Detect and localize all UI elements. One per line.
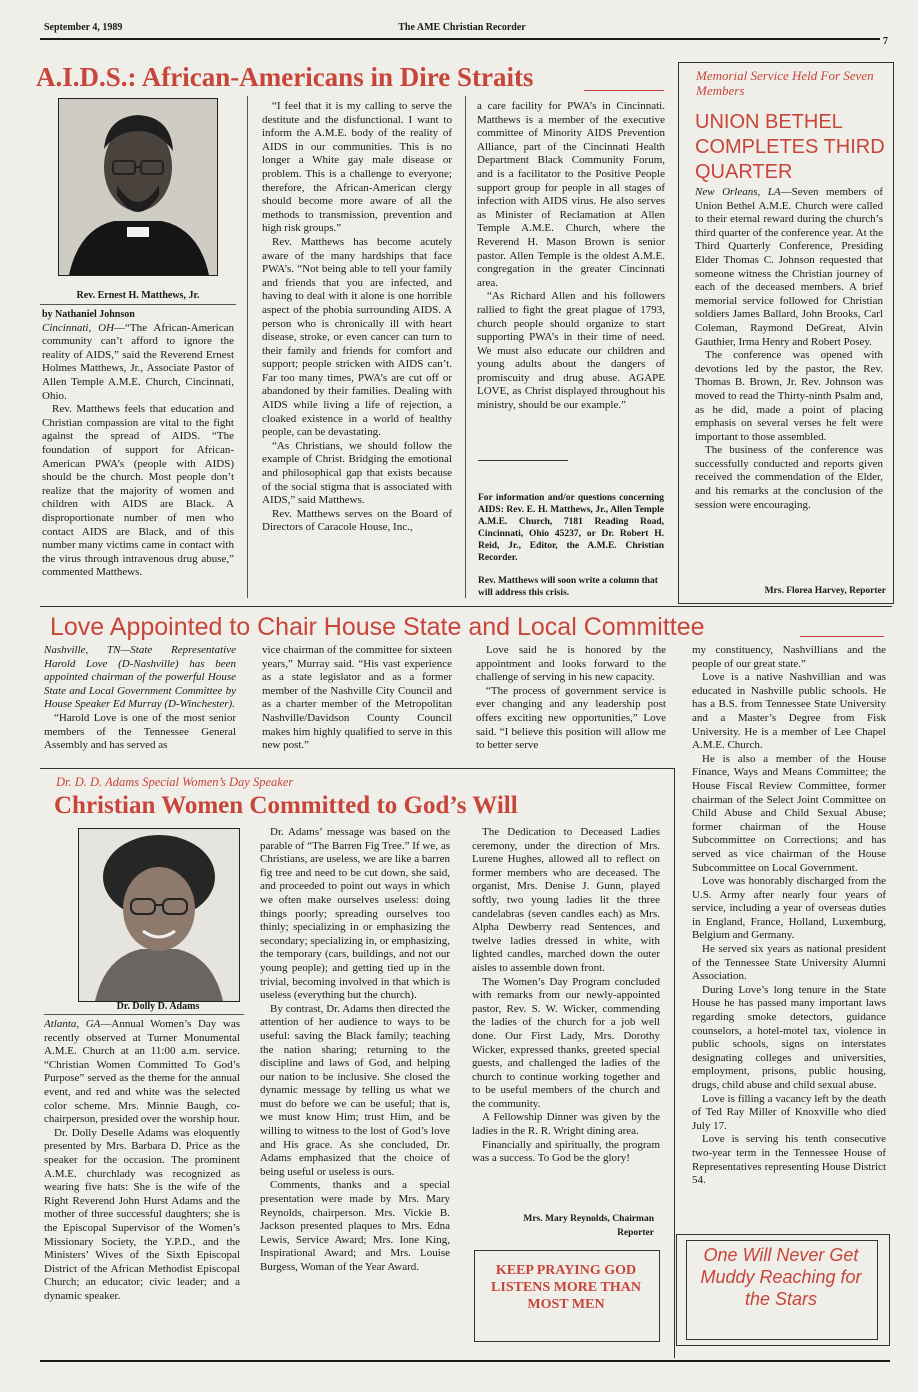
union-bethel-kicker: Memorial Service Held For Seven Members (696, 68, 874, 98)
love-column-4 (692, 644, 886, 1230)
aids-column-2 (262, 100, 452, 600)
womens-day-top-rule (40, 768, 674, 769)
aids-info-block: For information and/or questions concerning AIDS: Rev. E. H. Matthews, Jr., Allen Temple A.M.E. Church, 7181 Reading Road, Cincinnati, Ohio 45237, or Dr. Robert H. Reid, Jr., Editor, the A.M.E. Christian Recorder. (478, 493, 664, 563)
aids-paragraph: a care facility for PWA’s in Cincinnati. Matthews is a member of the executive committee of Minority AIDS Prevention Alliance, part of the Cincinnati Health Department Black Community Forum, and is a facilitator to the Positive People support group for people in all stages of infection with AIDS virus. He also serves as Minister of Reclamation at Allen Temple A.M.E. Church, where the Reverend H. Mason Brown is senior pastor. Allen Temple is the oldest A.M.E. congregation in the greater Cincinnati area. (477, 100, 665, 289)
aids-dateline: Cincinnati, OH (42, 321, 115, 334)
womens-day-paragraph: A Fellowship Dinner was given by the ladies in the R. R. Wright dining area. (472, 1111, 660, 1138)
union-bethel-dateline: New Orleans, LA (695, 186, 781, 198)
section-rule (40, 606, 892, 607)
love-column-3 (476, 644, 666, 762)
caption-rule (40, 304, 236, 305)
photo-caption-adams: Dr. Dolly D. Adams (116, 1001, 200, 1012)
aids-paragraph: “I feel that it is my calling to serve the destitute and the disfunctional. I want to inform the A.M.E. body of the reality of AIDS in our communities. This is no longer a White gay male disease or problem. This is a challenge to everyone; therefore, the African-American clergy should become more aware of all the methods to transmission, prevention and high risk groups.” (262, 100, 452, 235)
womens-day-kicker: Dr. D. D. Adams Special Women’s Day Speaker (56, 775, 294, 789)
union-bethel-lead: New Orleans, LA—Seven members of Union Bethel A.M.E. Church were called to their eternal reward during the church’s third quarter of the conference year. At the Third Quarterly Conference, Presiding Elder Thomas C. Johnson requested that someone witness the Christian journey of each of the deceased members. A brief memorial service followed for Christian soldiers James Ballard, John Brooks, Carl Coleman, Raymond DeGreat, Alvin Gauthier, Irma Henry and Robert Posey. (695, 186, 883, 348)
love-column-1 (44, 644, 236, 762)
love-headline-rule (800, 636, 884, 637)
aids-paragraph: Rev. Matthews feels that education and Christian compassion are vital to the fight against the spread of AIDS. “The foundation of support for African-American PWA’s (people with AIDS) should be the church. Most people don’t realize that the majority of women and children with AIDS are Black. A disproportionate number of men who contact AIDS are Black, and of this number many victims came in contact with the virus through intravenous drug abuse,” commented Matthews. (42, 403, 234, 579)
love-paragraph: Love is serving his tenth consecutive two-year term in the Tennessee House of Representatives representing House District 54. (692, 1133, 886, 1187)
love-paragraph: “The process of government service is ever changing and any leadership post offers exciting new opportunities,” Love said. “I believe this position will allow me to better serve (476, 684, 666, 752)
love-paragraph: my constituency, Nashvillians and the people of our great state.” (692, 644, 886, 670)
womens-day-paragraph: Dr. Adams’ message was based on the parable of “The Barren Fig Tree.” If we, as Christians, are useless, we are like a barren fig tree and need to be cut down, she said, and proceeded to point out ways in which we often make ourselves useless: doing things poorly; spreading ourselves too thinly; specializing in or emphasizing the secondary; specializing in, or emphasizing, the temporary (cars, buildings, and not our young people); and getting tied up in the trivial, becoming involved in that which is useless (everything but the church). (260, 826, 450, 1002)
page-number: 7 (883, 36, 888, 47)
masthead-rule (40, 38, 880, 40)
union-bethel-headline: UNION BETHEL COMPLETES THIRD QUARTER (695, 111, 885, 183)
love-dateline: Nashville, TN (44, 644, 121, 656)
aids-lead-paragraph: Cincinnati, OH—“The African-American community can’t afford to ignore the reality of AIDS,” said the Reverend Ernest Holmes Matthews, Jr., Associate Pastor of Allen Temple A.M.E. Church, Cincinnati, Ohio. (42, 321, 234, 402)
womens-day-column-2 (260, 826, 450, 1352)
love-paragraph: During Love’s long tenure in the State House he has passed many important laws regarding smoke detectors, guidance counselors, a hotel-motel tax, violence in public schools, signs on interstates designating colleges and universities, employment, prisons, public housing, drugs, child abuse and child sexual abuse. (692, 983, 886, 1091)
love-paragraph: He is also a member of the House Finance, Ways and Means Committee; the House Fiscal Review Committee, former chairman of the Select Joint Committee on Child Abuse and Child Sexual Abuse; former chairman of the House Subcommittee on Corrections; and has served as vice chairman of the House Subcommittee on Local Government. (692, 752, 886, 874)
womens-day-signature-title: Reporter (617, 1228, 654, 1238)
aids-paragraph: Rev. Matthews serves on the Board of Directors of Caracole House, Inc., (262, 507, 452, 534)
union-bethel-signature: Mrs. Florea Harvey, Reporter (764, 586, 886, 596)
love-lead: Nashville, TN—State Representative Harold Love (D-Nashville) has been appointed chairman of the powerful House State and Local Government Committee by House Speaker Ed Murray (D-Winchester). (44, 644, 236, 711)
aids-end-rule (478, 460, 568, 461)
womens-day-headline: Christian Women Committed to God’s Will (54, 792, 518, 819)
muddy-text: One Will Never Get Muddy Reaching for the Stars (700, 1245, 862, 1309)
union-bethel-body (695, 186, 883, 572)
masthead (44, 22, 888, 47)
womens-day-paragraph: By contrast, Dr. Adams then directed the attention of her audience to ways to be useful: saving the Black family; teaching the nation sharing; returning to the discipline and laws of God, and helping our nation to be inclusive. She closed the dynamic message by telling us what we must do before we can be useful; that is, we must know Him; trust Him, and be willing to witness to the lost of God’s love and His grace. As she concluded, Dr. Adams emphasized that the choice of being useful or useless is ours. (260, 1002, 450, 1178)
love-paragraph: Love is a native Nashvillian and was educated in Nashville public schools. He has a B.S. from Tennessee State University and a Master’s Degree from Fisk University. He is a member of Lee Chapel A.M.E. Church. (692, 671, 886, 752)
womens-day-paragraph: The Dedication to Deceased Ladies ceremony, under the direction of Mrs. Lurene Hughes, allowed all to reflect on former members who are deceased. The organist, Mrs. Denise J. Gunn, played softly, two young ladies lit the three candelabras (seven candles each) as Mrs. Alpha Dewberry read Sentences, and twelve ladies dressed in white, with lighted candles, marched down the outer aisles to assemble down front. (472, 826, 660, 974)
love-paragraph: Love is filling a vacancy left by the death of Ted Ray Miller of Knoxville who died July 17. (692, 1092, 886, 1132)
column-divider (465, 96, 466, 598)
womens-day-column-1 (44, 1018, 240, 1352)
womens-day-paragraph: Financially and spiritually, the program was a success. To God be the glory! (472, 1138, 660, 1165)
caption-rule (44, 1014, 244, 1015)
love-column-2 (262, 644, 452, 762)
love-paragraph: Love was honorably discharged from the U.S. Army after nearly four years of service, including a year of overseas duties in England, France, Holland, Luxemburg, Belgium and Germany. (692, 875, 886, 942)
love-paragraph: Love said he is honored by the appointment and looks forward to the challenge of serving in his new capacity. (476, 644, 666, 684)
masthead-paper-name: The AME Christian Recorder (398, 22, 526, 33)
womens-day-dateline: Atlanta, GA (44, 1018, 101, 1030)
aids-column-1 (42, 308, 234, 600)
aids-paragraph: Rev. Matthews has become acutely aware of the many hardships that face PWA’s. “Not being able to tell your family and friends that you are infected, and having to deal with it alone is one horrible aspect of the phobia surrounding AIDS. A person who is chronically ill with heart disease, stroke, or even cancer can turn to their family and friends for comfort and support; people stricken with AIDS can’t. Far too many times, PWA’s are cut off or abandoned by their families. Dealing with AIDS while living a life of rejection, a cloaked existence in a world of healthy people, can be devastating. (262, 235, 452, 439)
womens-day-lead: Atlanta, GA—Annual Women’s Day was recently observed at Turner Monumental A.M.E. Church at an 11:00 a.m. service. “Christian Women Committed To God’s Purpose” served as the theme for the annual event, and red and white was the selected color scheme. Mrs. Minnie Baugh, co-chairperson, presided over the worship hour. (44, 1018, 240, 1126)
column-divider (247, 96, 248, 598)
aids-byline: by Nathaniel Johnson (42, 309, 135, 320)
womens-day-paragraph: The Women’s Day Program concluded with remarks from our newly-appointed pastor, Rev. S. W. Wicker, commending the ladies of the church for a job well done. Our First Lady, Mrs. Dorothy Wicker, expressed thanks, greeted special guests, and challenged the ladies of the church to continue working together and to be useful members of the church and the community. (472, 975, 660, 1110)
love-headline: Love Appointed to Chair House State and Local Committee (50, 613, 705, 641)
masthead-date: September 4, 1989 (44, 22, 123, 33)
womens-day-side-rule (674, 768, 675, 1358)
photo-ernest-matthews (58, 98, 218, 276)
photo-dolly-adams (78, 828, 240, 1002)
womens-day-column-3 (472, 826, 660, 1210)
aids-headline-rule (584, 90, 664, 91)
union-bethel-paragraph: The business of the conference was successfully conducted and reports given received the commendation of the Elder, and his remarks at the conclusion of the session were encouraging. (695, 444, 883, 511)
love-paragraph: “Harold Love is one of the most senior members of the Tennessee General Assembly and has served as (44, 711, 236, 752)
keep-praying-text: KEEP PRAYING GOD LISTENS MORE THAN MOST MEN (491, 1263, 641, 1312)
aids-paragraph: “As Christians, we should follow the example of Christ. Bridging the emotional and philosophical gap that exists because of the social stigma that is associated with AIDS,” said Matthews. (262, 439, 452, 507)
womens-day-paragraph: Dr. Dolly Deselle Adams was eloquently presented by Mrs. Barbara D. Price as the speaker for the occasion. The prominent A.M.E. churchlady was recognized as wearing five hats: She is the wife of the Right Reverend John Hurst Adams and the mother of three successful daughters; she is the Episcopal Supervisor of the Women’s Missionary Society, the Y.P.D., and the Ministers’ Wives of the Sixth Episcopal District of the African Methodist Episcopal Church; an educator; civic leader; and a dynamic speaker. (44, 1126, 240, 1302)
union-bethel-paragraph: The conference was opened with devotions led by the pastor, the Rev. Thomas B. Brown, Jr. Rev. Johnson was moved to read the Thirty-ninth Psalm and, as he did, made a point of placing emphasis on several verses he felt were important to those assembled. (695, 349, 883, 443)
love-paragraph: vice chairman of the committee for sixteen years,” Murray said. “His vast experience as a state legislator and as a former member of the Nashville City Council and as a charter member of the Metropolitan Nashville/Davidson County Council makes him highly qualified to serve in this new post.” (262, 644, 452, 752)
aids-paragraph: “As Richard Allen and his followers rallied to fight the great plague of 1793, church people should organize to start supporting PWA’s in their time of need. We must also educate our children and young adults about the dangers of promiscuity and drug abuse. AGAPE LOVE, as Christ displayed throughout his ministry, should be our example.” (477, 290, 665, 412)
aids-column-note: Rev. Matthews will soon write a column that will address this crisis. (478, 576, 658, 598)
womens-day-signature: Mrs. Mary Reynolds, Chairman (523, 1214, 654, 1224)
aids-headline: A.I.D.S.: African-Americans in Dire Straits (36, 62, 534, 92)
womens-day-paragraph: Comments, thanks and a special presentation were made by Mrs. Mary Reynolds, chairperson. Mrs. Vickie B. Jackson presented plaques to Mrs. Edna Lewis, Service Award; Mrs. Ione King, Inspirational Award; and Mrs. Louise Burgess, Woman of the Year Award. (260, 1179, 450, 1273)
love-paragraph: He served six years as national president of the Tennessee State University Alumni Association. (692, 943, 886, 983)
aids-column-3 (477, 100, 665, 460)
photo-caption-matthews: Rev. Ernest H. Matthews, Jr. (76, 290, 200, 301)
bottom-rule (40, 1360, 890, 1362)
